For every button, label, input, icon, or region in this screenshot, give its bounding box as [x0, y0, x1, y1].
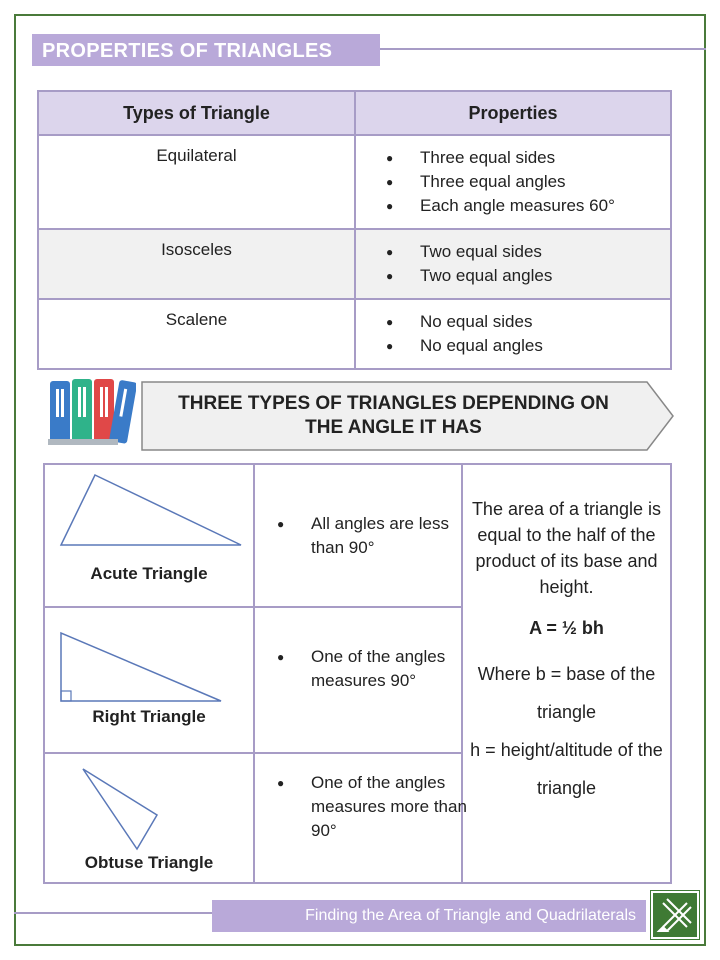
property-item: ● No equal angles [386, 334, 662, 358]
table-header-row [38, 91, 671, 135]
type-cell: Isosceles [38, 229, 355, 299]
properties-table [37, 90, 672, 370]
banner-text [141, 392, 646, 440]
properties-cell [355, 135, 671, 229]
right-triangle-desc: ● One of the angles measures 90° [277, 645, 467, 693]
right-triangle-label: Right Triangle [92, 707, 206, 726]
property-item: ● Three equal angles [386, 170, 662, 194]
obtuse-triangle-label: Obtuse Triangle [84, 853, 214, 872]
table-row [38, 135, 671, 229]
section-banner [141, 381, 675, 451]
properties-cell [355, 299, 671, 369]
acute-triangle-label: Acute Triangle [90, 564, 208, 583]
area-where-h: h = height/altitude of the triangle [470, 740, 663, 798]
banner-line-1: THREE TYPES OF TRIANGLES DEPENDING ON [178, 393, 609, 414]
property-item: ● No equal sides [386, 310, 662, 334]
table-row [38, 299, 671, 369]
obtuse-triangle-icon [65, 765, 235, 855]
banner-line-2: THE ANGLE IT HAS [305, 417, 482, 438]
grid-divider [45, 606, 462, 608]
obtuse-triangle-desc: ● One of the angles measures more than 90° [277, 771, 467, 843]
area-where-b: Where b = base of the triangle [477, 664, 656, 722]
right-triangle-icon [55, 629, 245, 709]
title-divider [380, 48, 706, 50]
grid-divider [253, 465, 255, 882]
footer-title: Finding the Area of Triangle and Quadrilaterals [212, 900, 646, 932]
area-description: The area of a triangle is equal to the half of the product of its base and height. [471, 499, 662, 597]
page-title: PROPERTIES OF TRIANGLES [32, 34, 380, 66]
property-item: ● Two equal angles [386, 264, 662, 288]
pencil-ruler-logo-icon [651, 891, 699, 939]
triangle-types-grid [43, 463, 672, 884]
books-icon [48, 377, 136, 447]
area-explanation [463, 465, 670, 807]
acute-triangle-desc: ● All angles are less than 90° [277, 512, 467, 560]
acute-triangle-icon [55, 471, 245, 551]
area-formula: A = ½ bh [529, 618, 604, 638]
type-cell: Equilateral [38, 135, 355, 229]
property-item: ● Three equal sides [386, 146, 662, 170]
property-item: ● Two equal sides [386, 240, 662, 264]
column-header-properties: Properties [355, 91, 671, 135]
type-cell: Scalene [38, 299, 355, 369]
column-header-type: Types of Triangle [38, 91, 355, 135]
property-item: ● Each angle measures 60° [386, 194, 662, 218]
properties-cell [355, 229, 671, 299]
footer-divider [14, 912, 214, 914]
grid-divider [45, 752, 462, 754]
table-row [38, 229, 671, 299]
